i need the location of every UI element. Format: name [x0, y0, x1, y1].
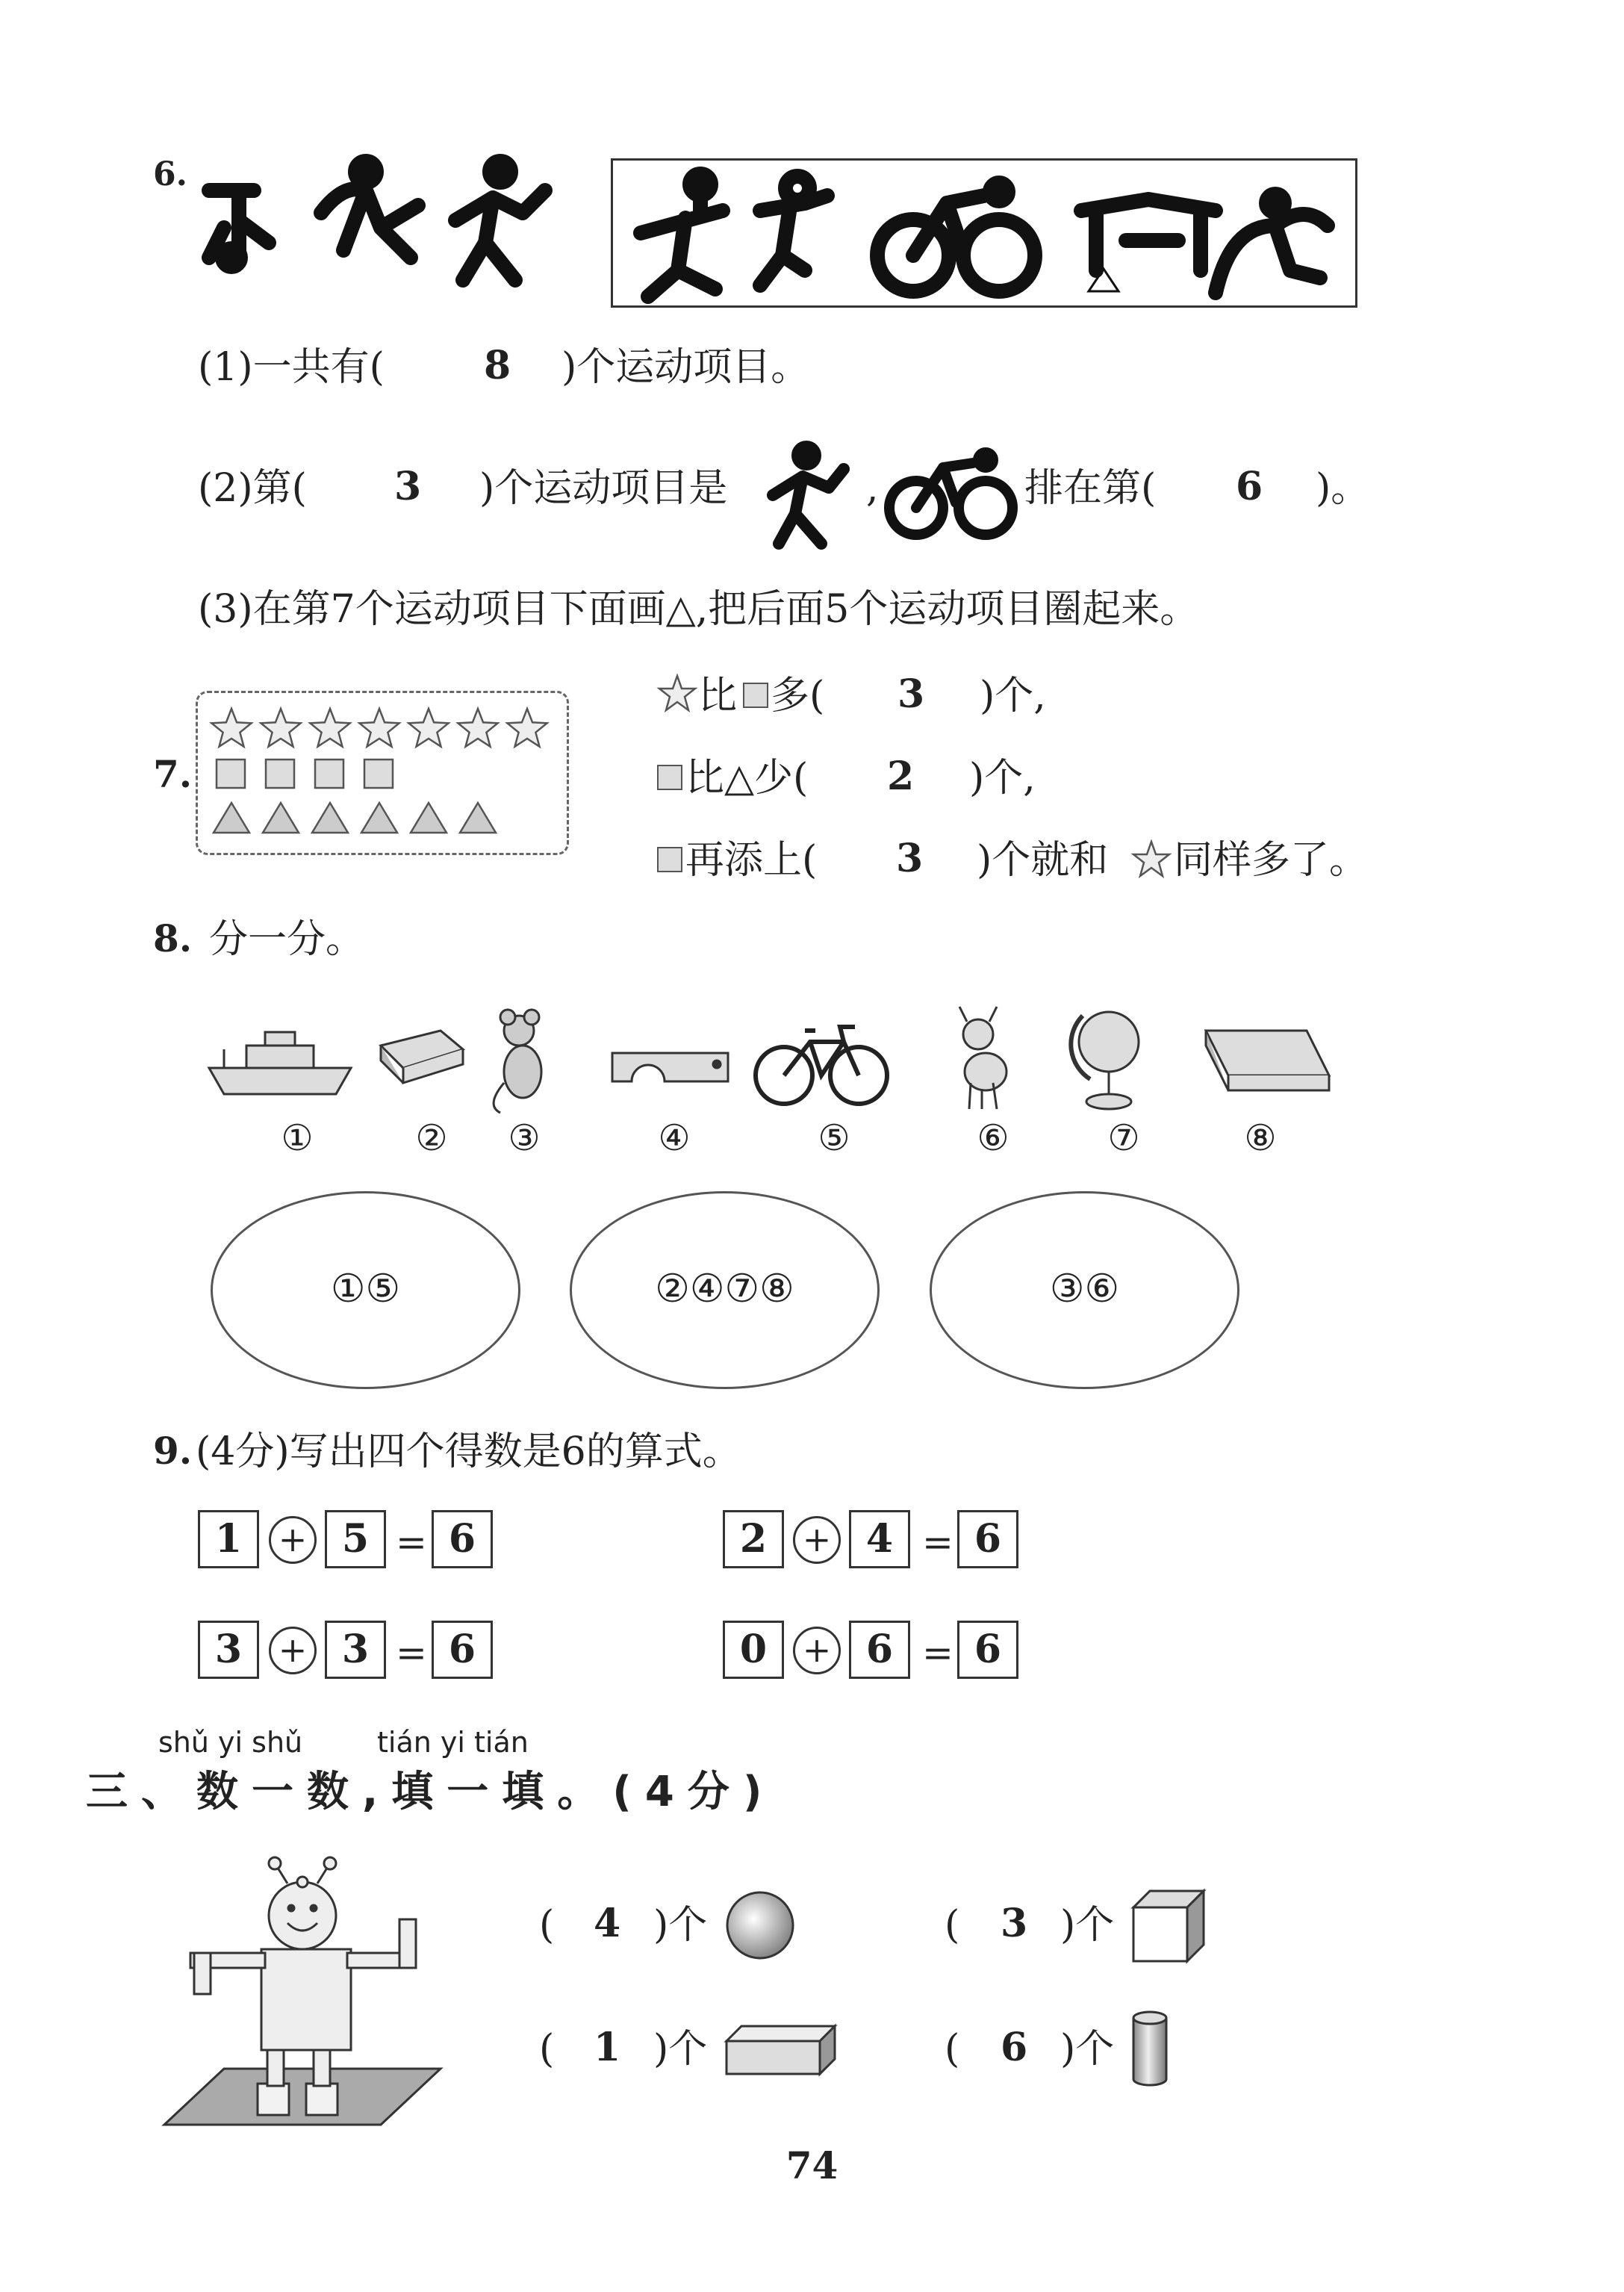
- q6-sub2-middle: )个运动项目是: [479, 466, 728, 511]
- sport-icon-7: [1081, 199, 1216, 270]
- eq2-result[interactable]: 6: [957, 1510, 1018, 1568]
- eq4-equals: =: [922, 1631, 953, 1674]
- q7-line2-answer[interactable]: 2: [887, 754, 915, 799]
- square-icon: [743, 683, 768, 708]
- eq2-operand-b[interactable]: 4: [849, 1510, 910, 1568]
- eq3-operator[interactable]: +: [269, 1627, 317, 1674]
- eq2-operand-a[interactable]: 2: [723, 1510, 784, 1568]
- square-icon: [657, 765, 682, 790]
- count3-open: (: [539, 2027, 555, 2072]
- star-shape: [408, 709, 448, 747]
- count-sphere-answer[interactable]: 4: [594, 1901, 621, 1946]
- count1-open: (: [539, 1903, 555, 1948]
- eq1-result[interactable]: 6: [432, 1510, 493, 1568]
- count2-unit: )个: [1060, 1903, 1115, 1948]
- pencil-box-icon: [381, 1031, 463, 1083]
- q7-line3-suffix: )个就和: [977, 838, 1109, 883]
- count-cuboid-answer[interactable]: 1: [594, 2025, 621, 2070]
- eq3-operand-a[interactable]: 3: [198, 1621, 259, 1679]
- q7-line1-answer[interactable]: 3: [897, 671, 925, 717]
- q6-number: 6.: [153, 155, 187, 193]
- sport-icon-5: [760, 176, 827, 285]
- deer-icon: [959, 1007, 1007, 1109]
- object-label-6: ⑥: [977, 1117, 1009, 1159]
- q7-line3-prefix: 再添上(: [685, 838, 818, 883]
- sport-icon-2: [321, 161, 418, 258]
- object-label-4: ④: [658, 1117, 691, 1159]
- count-cylinder-answer[interactable]: 6: [1001, 2025, 1028, 2070]
- q7-line3-answer[interactable]: 3: [896, 836, 924, 881]
- q6-sub1-suffix: )个运动项目。: [561, 345, 810, 390]
- framed-sport-pictograms: [611, 158, 1357, 308]
- object-label-8: ⑧: [1244, 1117, 1277, 1159]
- q7-line1-mid: 比: [698, 674, 738, 718]
- object-label-7: ⑦: [1107, 1117, 1140, 1159]
- eq1-equals: =: [396, 1521, 427, 1564]
- pinyin-count: shǔ yi shǔ: [158, 1726, 303, 1759]
- q7-line2-prefix: 比△少(: [685, 756, 809, 801]
- triangle-shape: [263, 803, 299, 833]
- square-shape: [315, 760, 343, 788]
- count4-unit: )个: [1060, 2027, 1115, 2072]
- eq4-operator[interactable]: +: [793, 1627, 841, 1674]
- star-shape: [261, 709, 300, 747]
- star-icon: [1131, 839, 1172, 880]
- count3-unit: )个: [653, 2027, 708, 2072]
- triangle-shape: [411, 803, 447, 833]
- count4-open: (: [945, 2027, 960, 2072]
- q6-sub2-suffix: )。: [1316, 466, 1370, 511]
- section3-title: 三、数一数,填一填。(4分): [86, 1768, 776, 1816]
- eq3-operand-b[interactable]: 3: [325, 1621, 386, 1679]
- square-shape: [217, 760, 245, 788]
- q6-sub1-answer[interactable]: 8: [484, 343, 511, 388]
- star-shape: [310, 709, 349, 747]
- eq3-result[interactable]: 6: [432, 1621, 493, 1679]
- cuboid-icon: [723, 2020, 842, 2080]
- triangle-shape: [460, 803, 496, 833]
- group-2-label[interactable]: ②④⑦⑧: [655, 1267, 794, 1311]
- sport-icon-1: [209, 190, 269, 267]
- q7-line2-suffix: )个,: [969, 756, 1036, 801]
- q8-number: 8.: [153, 916, 193, 960]
- square-shape: [266, 760, 294, 788]
- star-shape: [359, 709, 399, 747]
- q6-sub3-text: (3)在第7个运动项目下面画△,把后面5个运动项目圈起来。: [198, 587, 1199, 632]
- q6-sub2-answer1[interactable]: 3: [394, 464, 422, 509]
- object-label-5: ⑤: [818, 1117, 850, 1159]
- book-icon: [1206, 1031, 1329, 1090]
- sphere-icon: [723, 1888, 797, 1963]
- star-shape: [507, 709, 547, 747]
- count-cube-answer[interactable]: 3: [1001, 1901, 1028, 1946]
- globe-icon: [1071, 1012, 1139, 1109]
- star-icon: [657, 674, 697, 714]
- q8-title: 分一分。: [209, 917, 365, 962]
- q6-sub1-prefix: (1)一共有(: [198, 345, 385, 390]
- eq4-operand-b[interactable]: 6: [849, 1621, 910, 1679]
- q9-number: 9.: [153, 1429, 193, 1473]
- volleyball-player-icon: [765, 439, 855, 551]
- square-shape: [364, 760, 393, 788]
- q7-number: 7.: [153, 752, 193, 796]
- triangle-shape: [361, 803, 397, 833]
- objects-row: [202, 1001, 1396, 1150]
- eq2-operator[interactable]: +: [793, 1516, 841, 1564]
- eq3-equals: =: [396, 1631, 427, 1674]
- cylinder-icon: [1129, 2007, 1174, 2090]
- ruler-icon: [612, 1053, 728, 1081]
- count1-unit: )个: [653, 1903, 708, 1948]
- eq4-result[interactable]: 6: [957, 1621, 1018, 1679]
- object-label-1: ①: [281, 1117, 314, 1159]
- count2-open: (: [945, 1903, 960, 1948]
- q7-line3-suffix2: 同样多了。: [1174, 838, 1369, 883]
- shapes-collection: [196, 691, 569, 855]
- sport-icon-4: [641, 174, 723, 296]
- page-number: 74: [785, 2143, 839, 2187]
- cycling-icon: [885, 447, 1019, 544]
- triangle-shape: [214, 803, 249, 833]
- eq1-operator[interactable]: +: [269, 1516, 317, 1564]
- triangle-shape: [312, 803, 348, 833]
- ship-icon: [209, 1032, 351, 1094]
- robot-figure: [157, 1852, 455, 2166]
- object-label-3: ③: [508, 1117, 541, 1159]
- eq1-operand-b[interactable]: 5: [325, 1510, 386, 1568]
- star-shape: [211, 709, 251, 747]
- q7-line1-prefix: 多(: [771, 674, 825, 718]
- sport-icon-6-cycling: [877, 183, 1035, 291]
- q9-title: (4分)写出四个得数是6的算式。: [196, 1429, 741, 1474]
- q7-line1-suffix: )个,: [980, 674, 1046, 718]
- q6-sub2-prefix: (2)第(: [198, 466, 307, 511]
- q6-sub2-answer2[interactable]: 6: [1236, 464, 1263, 509]
- bicycle-icon: [756, 1027, 887, 1104]
- pinyin-fill: tián yi tián: [377, 1726, 529, 1759]
- group-1-label[interactable]: ①⑤: [330, 1267, 401, 1311]
- sport-icon-8: [1216, 194, 1328, 293]
- object-label-2: ②: [415, 1117, 448, 1159]
- eq1-operand-a[interactable]: 1: [198, 1510, 259, 1568]
- q6-sub2-middle2: 排在第(: [1024, 466, 1157, 511]
- sport-icon-3: [455, 161, 545, 280]
- mouse-icon: [494, 1010, 541, 1113]
- robot-base: [164, 2069, 441, 2125]
- square-icon: [657, 847, 682, 872]
- star-shape: [458, 709, 497, 747]
- group-3-label[interactable]: ③⑥: [1049, 1267, 1120, 1311]
- eq4-operand-a[interactable]: 0: [723, 1621, 784, 1679]
- cube-icon: [1127, 1883, 1210, 1966]
- eq2-equals: =: [922, 1521, 953, 1564]
- q6-sub2-comma: ,: [866, 466, 879, 511]
